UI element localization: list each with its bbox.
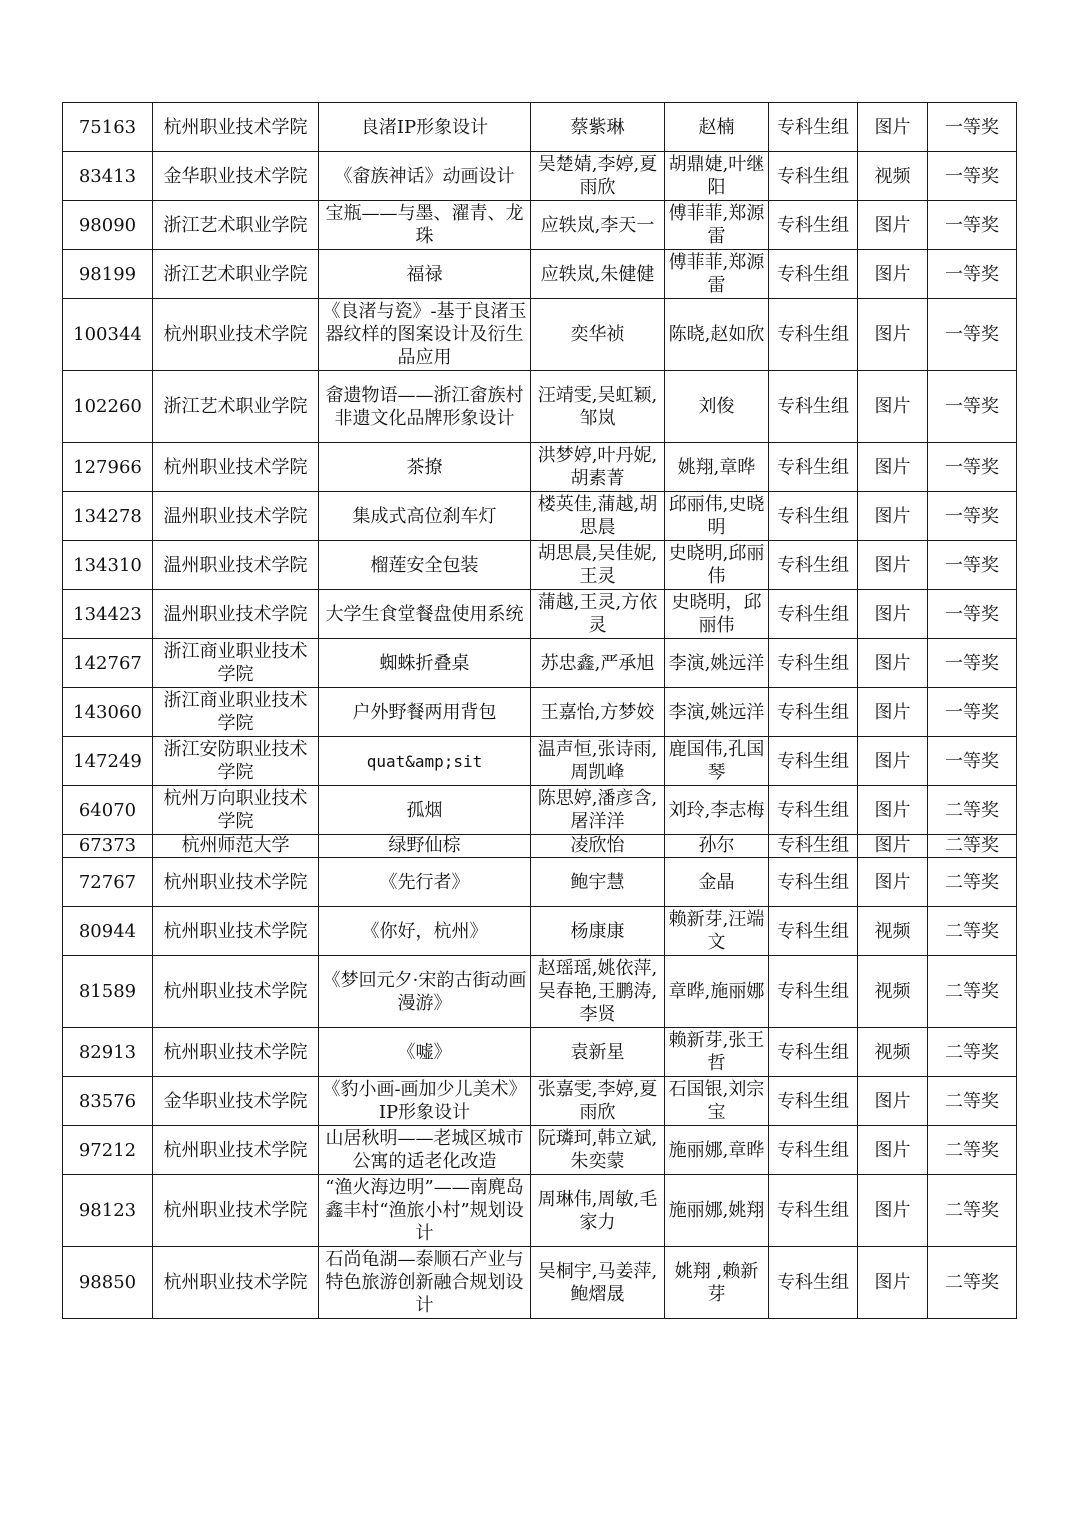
table-row xyxy=(63,1077,1017,1126)
cell-title: 《豹小画-画加少儿美术》IP形象设计 xyxy=(319,1077,531,1126)
cell-title: 榴莲安全包装 xyxy=(319,541,531,590)
cell-advisors: 邱丽伟,史晓明 xyxy=(665,492,769,541)
cell-title: 福禄 xyxy=(319,250,531,299)
cell-authors: 袁新星 xyxy=(531,1028,665,1077)
cell-group: 专科生组 xyxy=(769,858,858,907)
cell-award: 一等奖 xyxy=(928,492,1017,541)
cell-advisors: 赖新芽,张王哲 xyxy=(665,1028,769,1077)
cell-school: 杭州职业技术学院 xyxy=(153,1175,319,1247)
cell-group: 专科生组 xyxy=(769,956,858,1028)
cell-school: 杭州职业技术学院 xyxy=(153,907,319,956)
cell-title: 户外野餐两用背包 xyxy=(319,688,531,737)
cell-school: 杭州职业技术学院 xyxy=(153,299,319,371)
cell-advisors: 姚翔,章晔 xyxy=(665,443,769,492)
cell-advisors: 姚翔 ,赖新芽 xyxy=(665,1247,769,1319)
cell-title: 良渚IP形象设计 xyxy=(319,103,531,152)
cell-advisors: 章晔,施丽娜 xyxy=(665,956,769,1028)
cell-type: 图片 xyxy=(858,492,928,541)
cell-authors: 吴桐宇,马姜萍,鲍熠晟 xyxy=(531,1247,665,1319)
cell-type: 视频 xyxy=(858,1028,928,1077)
cell-authors: 楼英佳,蒲越,胡思晨 xyxy=(531,492,665,541)
cell-authors: 应轶岚,李天一 xyxy=(531,201,665,250)
cell-id: 100344 xyxy=(63,299,153,371)
cell-authors: 杨康康 xyxy=(531,907,665,956)
table-row xyxy=(63,1247,1017,1319)
cell-type: 视频 xyxy=(858,907,928,956)
cell-award: 二等奖 xyxy=(928,1126,1017,1175)
cell-authors: 汪靖雯,吴虹颖,邹岚 xyxy=(531,371,665,443)
cell-authors: 周琳伟,周敏,毛家力 xyxy=(531,1175,665,1247)
cell-school: 金华职业技术学院 xyxy=(153,152,319,201)
awards-table xyxy=(62,102,1017,1319)
cell-id: 102260 xyxy=(63,371,153,443)
cell-award: 一等奖 xyxy=(928,688,1017,737)
cell-award: 一等奖 xyxy=(928,639,1017,688)
cell-award: 二等奖 xyxy=(928,835,1017,858)
cell-id: 98199 xyxy=(63,250,153,299)
cell-advisors: 金晶 xyxy=(665,858,769,907)
table-row xyxy=(63,201,1017,250)
cell-award: 一等奖 xyxy=(928,443,1017,492)
cell-authors: 应轶岚,朱健健 xyxy=(531,250,665,299)
cell-id: 98090 xyxy=(63,201,153,250)
cell-type: 图片 xyxy=(858,201,928,250)
cell-type: 图片 xyxy=(858,1247,928,1319)
table-row xyxy=(63,956,1017,1028)
cell-group: 专科生组 xyxy=(769,1077,858,1126)
cell-title: 大学生食堂餐盘使用系统 xyxy=(319,590,531,639)
cell-id: 134310 xyxy=(63,541,153,590)
table-row xyxy=(63,639,1017,688)
cell-award: 一等奖 xyxy=(928,152,1017,201)
cell-type: 视频 xyxy=(858,152,928,201)
cell-advisors: 傅菲菲,郑源雷 xyxy=(665,201,769,250)
cell-school: 杭州师范大学 xyxy=(153,835,319,858)
cell-title: quat&amp;sit xyxy=(319,737,531,786)
cell-award: 一等奖 xyxy=(928,250,1017,299)
cell-type: 图片 xyxy=(858,443,928,492)
table-row xyxy=(63,1028,1017,1077)
cell-advisors: 刘玲,李志梅 xyxy=(665,786,769,835)
cell-id: 97212 xyxy=(63,1126,153,1175)
cell-advisors: 史晓明，邱丽伟 xyxy=(665,590,769,639)
cell-id: 127966 xyxy=(63,443,153,492)
cell-group: 专科生组 xyxy=(769,443,858,492)
table-row xyxy=(63,858,1017,907)
cell-id: 83413 xyxy=(63,152,153,201)
cell-group: 专科生组 xyxy=(769,299,858,371)
cell-group: 专科生组 xyxy=(769,103,858,152)
cell-type: 图片 xyxy=(858,737,928,786)
table-row xyxy=(63,443,1017,492)
cell-award: 一等奖 xyxy=(928,201,1017,250)
cell-award: 二等奖 xyxy=(928,907,1017,956)
cell-id: 143060 xyxy=(63,688,153,737)
cell-advisors: 李演,姚远洋 xyxy=(665,639,769,688)
cell-title: 《梦回元夕·宋韵古街动画漫游》 xyxy=(319,956,531,1028)
table-row xyxy=(63,590,1017,639)
cell-title: 孤烟 xyxy=(319,786,531,835)
cell-advisors: 施丽娜,姚翔 xyxy=(665,1175,769,1247)
table-row xyxy=(63,371,1017,443)
cell-title: 《先行者》 xyxy=(319,858,531,907)
cell-authors: 奕华祯 xyxy=(531,299,665,371)
cell-type: 图片 xyxy=(858,786,928,835)
cell-award: 一等奖 xyxy=(928,103,1017,152)
table-row xyxy=(63,737,1017,786)
cell-award: 一等奖 xyxy=(928,541,1017,590)
cell-school: 温州职业技术学院 xyxy=(153,590,319,639)
cell-id: 134278 xyxy=(63,492,153,541)
cell-award: 二等奖 xyxy=(928,786,1017,835)
cell-title: 宝瓶——与墨、濯青、龙珠 xyxy=(319,201,531,250)
table-row xyxy=(63,541,1017,590)
cell-title: “渔火海边明”——南麂岛鑫丰村“渔旅小村”规划设计 xyxy=(319,1175,531,1247)
cell-type: 图片 xyxy=(858,1175,928,1247)
cell-school: 浙江艺术职业学院 xyxy=(153,371,319,443)
cell-authors: 鲍宇慧 xyxy=(531,858,665,907)
cell-type: 图片 xyxy=(858,103,928,152)
cell-advisors: 施丽娜,章晔 xyxy=(665,1126,769,1175)
cell-title: 《良渚与瓷》-基于良渚玉器纹样的图案设计及衍生品应用 xyxy=(319,299,531,371)
cell-group: 专科生组 xyxy=(769,250,858,299)
cell-group: 专科生组 xyxy=(769,835,858,858)
cell-group: 专科生组 xyxy=(769,1175,858,1247)
cell-id: 72767 xyxy=(63,858,153,907)
cell-authors: 赵瑶瑶,姚依萍,吴春艳,王鹏涛,李贤 xyxy=(531,956,665,1028)
cell-school: 金华职业技术学院 xyxy=(153,1077,319,1126)
cell-award: 二等奖 xyxy=(928,1077,1017,1126)
cell-type: 图片 xyxy=(858,639,928,688)
cell-id: 98850 xyxy=(63,1247,153,1319)
cell-school: 杭州职业技术学院 xyxy=(153,956,319,1028)
table-row xyxy=(63,250,1017,299)
cell-type: 图片 xyxy=(858,688,928,737)
cell-group: 专科生组 xyxy=(769,907,858,956)
table-row xyxy=(63,786,1017,835)
cell-id: 82913 xyxy=(63,1028,153,1077)
cell-school: 浙江商业职业技术学院 xyxy=(153,639,319,688)
cell-title: 山居秋明——老城区城市公寓的适老化改造 xyxy=(319,1126,531,1175)
cell-group: 专科生组 xyxy=(769,737,858,786)
cell-title: 畲遗物语——浙江畲族村非遗文化品牌形象设计 xyxy=(319,371,531,443)
cell-title: 茶撩 xyxy=(319,443,531,492)
cell-group: 专科生组 xyxy=(769,371,858,443)
cell-authors: 王嘉怡,方梦姣 xyxy=(531,688,665,737)
cell-school: 浙江艺术职业学院 xyxy=(153,250,319,299)
cell-authors: 蔡紫琳 xyxy=(531,103,665,152)
cell-authors: 苏忠鑫,严承旭 xyxy=(531,639,665,688)
cell-id: 64070 xyxy=(63,786,153,835)
cell-school: 杭州万向职业技术学院 xyxy=(153,786,319,835)
table-body xyxy=(63,103,1017,1319)
cell-type: 图片 xyxy=(858,835,928,858)
table-row xyxy=(63,688,1017,737)
cell-id: 75163 xyxy=(63,103,153,152)
cell-group: 专科生组 xyxy=(769,639,858,688)
cell-group: 专科生组 xyxy=(769,492,858,541)
cell-title: 《嘘》 xyxy=(319,1028,531,1077)
cell-advisors: 李演,姚远洋 xyxy=(665,688,769,737)
cell-group: 专科生组 xyxy=(769,590,858,639)
cell-school: 杭州职业技术学院 xyxy=(153,103,319,152)
cell-authors: 温声恒,张诗雨,周凯峰 xyxy=(531,737,665,786)
cell-title: 《畲族神话》动画设计 xyxy=(319,152,531,201)
cell-title: 绿野仙棕 xyxy=(319,835,531,858)
cell-title: 《你好，杭州》 xyxy=(319,907,531,956)
table-row xyxy=(63,835,1017,858)
cell-authors: 张嘉雯,李婷,夏雨欣 xyxy=(531,1077,665,1126)
cell-id: 67373 xyxy=(63,835,153,858)
cell-advisors: 孙尔 xyxy=(665,835,769,858)
cell-award: 一等奖 xyxy=(928,590,1017,639)
table-row xyxy=(63,103,1017,152)
cell-school: 温州职业技术学院 xyxy=(153,541,319,590)
cell-school: 杭州职业技术学院 xyxy=(153,1126,319,1175)
cell-school: 杭州职业技术学院 xyxy=(153,858,319,907)
cell-school: 杭州职业技术学院 xyxy=(153,1028,319,1077)
cell-advisors: 刘俊 xyxy=(665,371,769,443)
cell-type: 图片 xyxy=(858,371,928,443)
cell-id: 83576 xyxy=(63,1077,153,1126)
cell-school: 杭州职业技术学院 xyxy=(153,443,319,492)
cell-award: 一等奖 xyxy=(928,371,1017,443)
cell-group: 专科生组 xyxy=(769,201,858,250)
cell-advisors: 胡鼎婕,叶继阳 xyxy=(665,152,769,201)
cell-advisors: 傅菲菲,郑源雷 xyxy=(665,250,769,299)
cell-type: 图片 xyxy=(858,1126,928,1175)
cell-authors: 阮璘珂,韩立斌,朱奕蒙 xyxy=(531,1126,665,1175)
cell-advisors: 史晓明,邱丽伟 xyxy=(665,541,769,590)
cell-award: 一等奖 xyxy=(928,299,1017,371)
cell-school: 浙江商业职业技术学院 xyxy=(153,688,319,737)
cell-group: 专科生组 xyxy=(769,1028,858,1077)
cell-id: 134423 xyxy=(63,590,153,639)
cell-award: 二等奖 xyxy=(928,1028,1017,1077)
cell-title: 石尚龟湖—泰顺石产业与特色旅游创新融合规划设计 xyxy=(319,1247,531,1319)
cell-title: 集成式高位刹车灯 xyxy=(319,492,531,541)
cell-type: 图片 xyxy=(858,541,928,590)
cell-group: 专科生组 xyxy=(769,1126,858,1175)
cell-authors: 吴楚婧,李婷,夏雨欣 xyxy=(531,152,665,201)
cell-school: 浙江艺术职业学院 xyxy=(153,201,319,250)
cell-group: 专科生组 xyxy=(769,1247,858,1319)
cell-id: 80944 xyxy=(63,907,153,956)
cell-type: 图片 xyxy=(858,858,928,907)
cell-award: 二等奖 xyxy=(928,858,1017,907)
cell-title: 蜘蛛折叠桌 xyxy=(319,639,531,688)
cell-group: 专科生组 xyxy=(769,786,858,835)
cell-authors: 陈思婷,潘彦含,屠洋洋 xyxy=(531,786,665,835)
table-row xyxy=(63,907,1017,956)
cell-id: 81589 xyxy=(63,956,153,1028)
table-row xyxy=(63,1126,1017,1175)
cell-authors: 胡思晨,吴佳妮,王灵 xyxy=(531,541,665,590)
cell-id: 98123 xyxy=(63,1175,153,1247)
cell-authors: 蒲越,王灵,方依灵 xyxy=(531,590,665,639)
cell-award: 二等奖 xyxy=(928,956,1017,1028)
cell-type: 视频 xyxy=(858,956,928,1028)
table-row xyxy=(63,299,1017,371)
cell-advisors: 陈晓,赵如欣 xyxy=(665,299,769,371)
table-row xyxy=(63,1175,1017,1247)
cell-advisors: 赵楠 xyxy=(665,103,769,152)
cell-advisors: 石国银,刘宗宝 xyxy=(665,1077,769,1126)
cell-type: 图片 xyxy=(858,250,928,299)
cell-award: 二等奖 xyxy=(928,1175,1017,1247)
cell-advisors: 赖新芽,汪端文 xyxy=(665,907,769,956)
cell-id: 142767 xyxy=(63,639,153,688)
cell-school: 浙江安防职业技术学院 xyxy=(153,737,319,786)
table-row xyxy=(63,152,1017,201)
cell-award: 二等奖 xyxy=(928,1247,1017,1319)
cell-group: 专科生组 xyxy=(769,541,858,590)
cell-school: 温州职业技术学院 xyxy=(153,492,319,541)
cell-authors: 凌欣怡 xyxy=(531,835,665,858)
cell-group: 专科生组 xyxy=(769,688,858,737)
table-row xyxy=(63,492,1017,541)
cell-advisors: 鹿国伟,孔国琴 xyxy=(665,737,769,786)
cell-group: 专科生组 xyxy=(769,152,858,201)
cell-type: 图片 xyxy=(858,590,928,639)
cell-award: 一等奖 xyxy=(928,737,1017,786)
cell-school: 杭州职业技术学院 xyxy=(153,1247,319,1319)
cell-type: 图片 xyxy=(858,299,928,371)
cell-id: 147249 xyxy=(63,737,153,786)
cell-type: 图片 xyxy=(858,1077,928,1126)
cell-authors: 洪梦婷,叶丹妮,胡素菁 xyxy=(531,443,665,492)
